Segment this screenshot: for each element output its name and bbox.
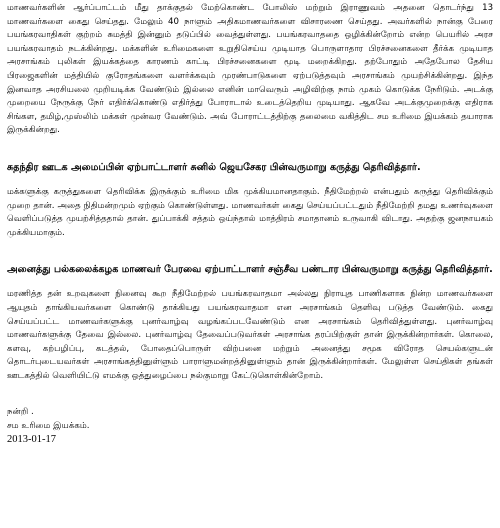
heading-sanjeewa-bandara: அனைத்து பல்கலைக்கழக மாணவர் பேரவை ஏற்பாட்டாளர் சஞ்சீவ பண்டார பின்வருமாறு கருத்து தெரிவித்தார். bbox=[7, 264, 493, 276]
spacer bbox=[7, 240, 493, 262]
spacer bbox=[7, 277, 493, 288]
signoff-thanks: நன்றி . bbox=[7, 407, 34, 418]
spacer bbox=[7, 138, 493, 160]
spacer bbox=[7, 383, 493, 405]
paragraph-intro: மாணவர்களின் ஆர்ப்பாட்டம் மீது தாக்குதல் மேற்கொண்ட போலிஸ் மற்றும் இராணுவம் அதனை தொடர்ந்து 13 மாணவர்களை கைது செய்தது. மேலும் 40 நாளும் அதிகமாணவர்களை விசாரணை செய்தது. அவர்களில் நான்கு பேரை பயங்கரவாதிகள் குற்றம் சுமத்தி இன்னும் தடுப்பில் வைத்துள்ளது. பயங்கரவாததை ஒழிக்கின்றோம் என்ற பெயரில் அரச பயங்கரவாதம் நடக்கின்றது. மக்களின் உரிமைகளை உறுதிசெய்ய முடியாத பொருளாதார பிரச்சனைகளை தீர்க்க முடியாத அரசாங்கம் புலிகள் இயக்கத்தை காரணம் காட்டி பிரச்சனைகளை மூடி மறைக்கிறது. தற்போதும் அதேபோல தேசிய பிரஜைகளின் மத்தியில் குரோதங்களை வளர்க்கவும் முரண்பாடுகளை ஏற்படுத்தவும் அரசாங்கம் முயற்சிக்கின்றது. இந்த இனவாத அரசியலை முறியடிக்க வேண்டும் இல்லை எனின் மாவெரும் அழிவிற்கு நாம் முகம் கொடுக்க நேரிடும். அடக்கு முறையை நேருக்கு நேர் எதிர்க்கொண்டு எதிர்த்து போராடால் உடைத்தெறிய முடியாது. ஆகவே அடக்குமுறைக்கு எதிராக சிங்கள, தமிழ்,முஸ்லிம் மக்கள் முன்வர வேண்டும். அவ் போராட்டத்திற்கு தலைமை வகித்திட சம உரிமை இயக்கம் தயாராக இருக்கின்றது. bbox=[7, 3, 493, 136]
spacer bbox=[7, 175, 493, 186]
paragraph-free-media: மக்களுக்கு கருத்துகளை தெரிவிக்க இருக்கும் உரிமை மிக முக்கியமானதாகும். நீதிமேற்றல் என்பதும் கருத்து தெரிவிக்கும் முறை தான். அதை நிதிமன்றமும் ஏற்கும் கொண்டுள்ளது. மாணவர்கள் கைது செய்யப்பட்டதும் நீதிமேற்றி தமது உணர்வுகளை வெளிப்படுத்த முயற்சித்ததால் தான். துப்பாக்கி சத்தம் ஒய்ந்தால் மாத்திரம் சமாதானம் உருவாகி விடாது. அதற்கு ஜனநாயகம் முக்கியமாகும். bbox=[7, 186, 493, 238]
signoff-organization: சம உரிமை இயக்கம். bbox=[7, 421, 90, 432]
document-date: 2013-01-17 bbox=[7, 434, 56, 446]
heading-sunil-jayasekara: சுதந்திர ஊடக அமைப்பின் ஏற்பாட்டாளர் சுனில் ஜெயசேகர பின்வருமாறு கருத்து தெரிவித்தார். bbox=[7, 161, 421, 173]
paragraph-student-federation: மரணித்த தன் உறவுகளை நினைவு கூற நீதிமேற்றல் பயங்கரவாதமா அல்லது நிராயுத பாணிகளாக நின்ற மாணவர்களை ஆயுதம் தாங்கியவர்களை கொண்டு தாக்கியது பயங்கரவாதமா என அரசாங்கம் தெளிவு படுத்த வேண்டும். கைது செய்யப்பட்ட மாணவர்களுக்கு புனர்வாழ்வு வழங்கப்படவேண்டும் என அரசாங்கம் தெரிவித்துள்ளது. புனர்வாழ்வு மாணவர்களுக்கு தேவை இல்லை. புனர்வாழ்வு தேவைப்படுவர்கள் அரசாங்க தரப்பிற்குள் தான் இருக்கின்றார்கள். கொலை, களவு, கற்பழிப்பு, கடத்தல், போதைப்பொருள் விற்பனை மற்றும் அனைத்து சமூக விரோத செயல்களுடன் தொடர்புடையவர்கள் அரசாங்கத்தினுள்ளும் பாராளுமன்றத்தினுள்ளும் தான் இருக்கின்றார்கள். மேலுள்ள செய்திகள் தங்கள் ஊடகத்தில் வெளியிட்டு எமக்கு ஒத்துழைப்பை நல்குமாறு கேட்டுகொள்கின்றோம். bbox=[7, 289, 493, 381]
